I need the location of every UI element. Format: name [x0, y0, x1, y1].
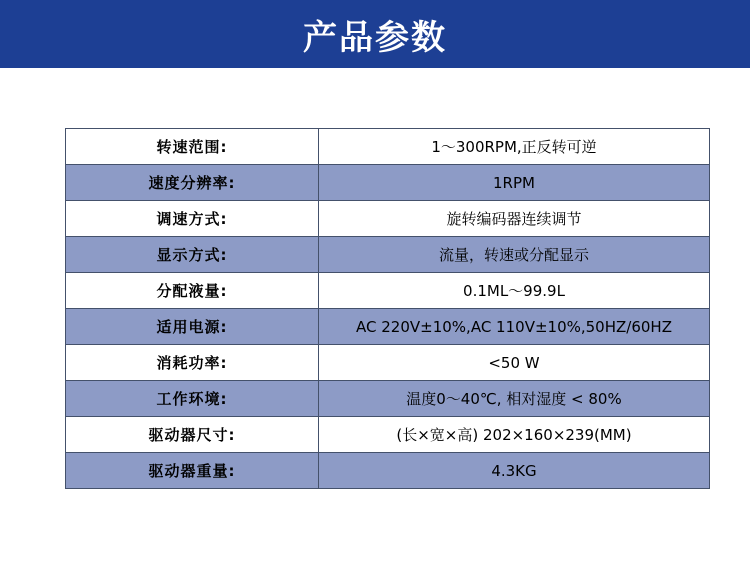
- spec-label: 驱动器重量:: [66, 453, 319, 489]
- spec-value: 流量，转速或分配显示: [319, 237, 710, 273]
- spec-value: 温度0～40℃, 相对湿度 < 80%: [319, 381, 710, 417]
- spec-label: 显示方式:: [66, 237, 319, 273]
- spec-value: <50 W: [319, 345, 710, 381]
- spec-value: AC 220V±10%,AC 110V±10%,50HZ/60HZ: [319, 309, 710, 345]
- spec-label: 速度分辨率:: [66, 165, 319, 201]
- spec-value: 旋转编码器连续调节: [319, 201, 710, 237]
- table-row: [66, 165, 710, 201]
- table-row: [66, 417, 710, 453]
- table-row: [66, 201, 710, 237]
- spec-value: 0.1ML～99.9L: [319, 273, 710, 309]
- spec-value: 1RPM: [319, 165, 710, 201]
- table-row: [66, 237, 710, 273]
- spec-label: 分配液量:: [66, 273, 319, 309]
- spec-label: 适用电源:: [66, 309, 319, 345]
- table-row: [66, 453, 710, 489]
- spec-value: 1～300RPM,正反转可逆: [319, 129, 710, 165]
- table-row: [66, 381, 710, 417]
- table-row: [66, 129, 710, 165]
- table-row: [66, 345, 710, 381]
- spec-label: 调速方式:: [66, 201, 319, 237]
- page-banner: [0, 0, 750, 68]
- spec-table-container: [65, 128, 685, 489]
- spec-table-body: [66, 129, 710, 489]
- page-title: 产品参数: [303, 17, 447, 58]
- table-row: [66, 309, 710, 345]
- spec-label: 转速范围:: [66, 129, 319, 165]
- spec-value: (长×宽×高) 202×160×239(MM): [319, 417, 710, 453]
- spec-value: 4.3KG: [319, 453, 710, 489]
- table-row: [66, 273, 710, 309]
- spec-table: [65, 128, 710, 489]
- spec-label: 驱动器尺寸:: [66, 417, 319, 453]
- spec-label: 消耗功率:: [66, 345, 319, 381]
- spec-label: 工作环境:: [66, 381, 319, 417]
